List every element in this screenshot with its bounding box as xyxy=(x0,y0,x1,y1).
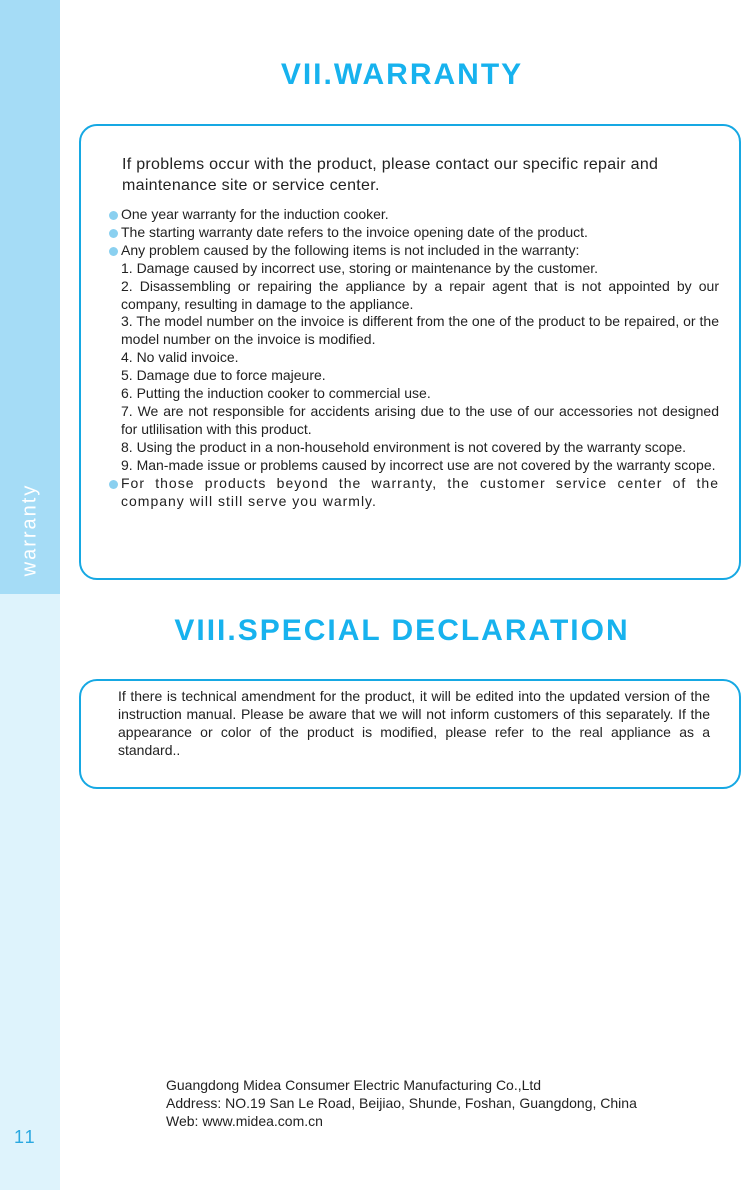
footer-address: Address: NO.19 San Le Road, Beijiao, Shunde, Foshan, Guangdong, China xyxy=(166,1095,637,1111)
warranty-heading: VII.WARRANTY xyxy=(280,58,524,91)
bullet-dot-icon xyxy=(109,480,118,489)
page-number: 11 xyxy=(14,1127,37,1147)
list-item: 4. No valid invoice. xyxy=(121,349,239,366)
declaration-text: If there is technical amendment for the product, it will be edited into the updated version of the instruction manual. Please be aware that we will not inform customers of this separately. If the appearance or color of the product is modified, please refer to the real appliance as a standard.. xyxy=(118,688,710,758)
footer-web: Web: www.midea.com.cn xyxy=(166,1113,323,1129)
section-tab-label: warranty xyxy=(18,483,41,577)
list-item: Any problem caused by the following items is not included in the warranty: xyxy=(121,242,719,260)
footer xyxy=(166,1076,637,1130)
list-item: 7. We are not responsible for accidents arising due to the use of our accessories not designed for utlilisation with this product. xyxy=(121,402,719,437)
list-item: For those products beyond the warranty, the customer service center of the company will still serve you warmly. xyxy=(121,475,719,511)
list-item: The starting warranty date refers to the invoice opening date of the product. xyxy=(121,224,719,242)
bullet-dot-icon xyxy=(109,211,118,220)
declaration-heading: VIII.SPECIAL DECLARATION xyxy=(174,614,630,647)
bullet-dot-icon xyxy=(109,229,118,238)
warranty-intro: If problems occur with the product, please contact our specific repair and maintenance site or service center. xyxy=(122,156,659,194)
footer-company: Guangdong Midea Consumer Electric Manufacturing Co.,Ltd xyxy=(166,1077,542,1093)
list-item: 1. Damage caused by incorrect use, storing or maintenance by the customer. xyxy=(121,259,599,276)
list-item: 3. The model number on the invoice is different from the one of the product to be repaired, or the model number on the invoice is modified. xyxy=(121,313,719,348)
list-item: 2. Disassembling or repairing the appliance by a repair agent that is not appointed by our company, resulting in damage to the appliance. xyxy=(121,277,719,312)
list-item: 6. Putting the induction cooker to commercial use. xyxy=(121,385,431,402)
sidebar-bottom-band xyxy=(0,594,60,1190)
list-item: One year warranty for the induction cooker. xyxy=(121,206,719,224)
list-item: 5. Damage due to force majeure. xyxy=(121,367,326,384)
warranty-list xyxy=(121,206,719,510)
list-item: 8. Using the product in a non-household environment is not covered by the warranty scope. xyxy=(121,438,686,455)
list-item: 9. Man-made issue or problems caused by incorrect use are not covered by the warranty scope. xyxy=(121,456,716,473)
bullet-dot-icon xyxy=(109,247,118,256)
